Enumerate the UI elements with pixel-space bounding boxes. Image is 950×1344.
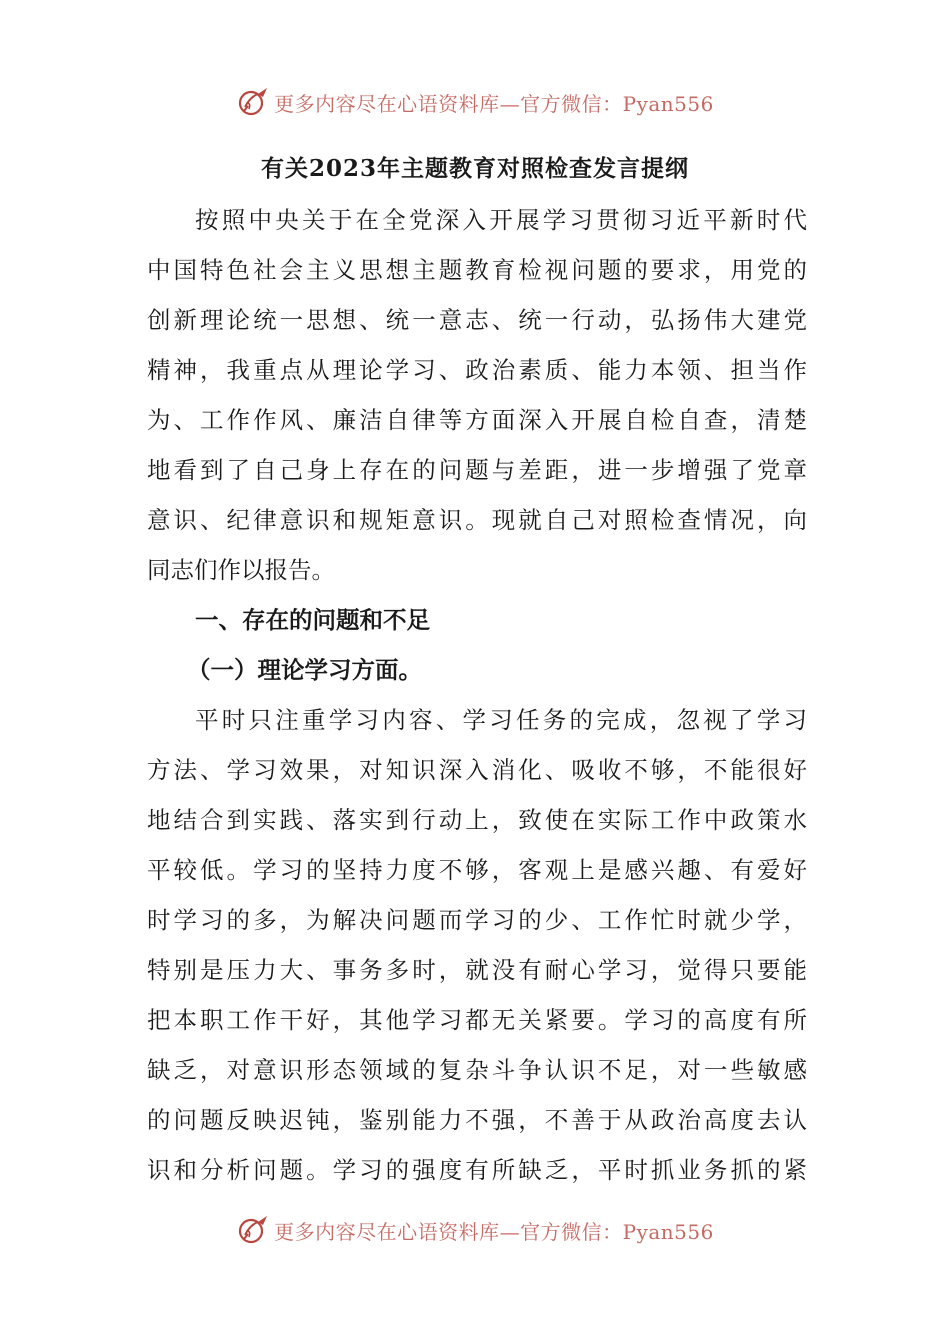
text-line: 特别是压力大、事务多时，就没有耐心学习，觉得只要能	[147, 956, 807, 984]
text-line: 中国特色社会主义思想主题教育检视问题的要求，用党的	[147, 256, 807, 284]
watermark-text: 更多内容尽在心语资料库—官方微信：Pyan556	[274, 1219, 714, 1244]
document-title: 有关2023年主题教育对照检查发言提纲	[260, 155, 689, 182]
text-line: 缺乏，对意识形态领域的复杂斗争认识不足，对一些敏感	[147, 1056, 807, 1084]
watermark-footer	[0, 1210, 950, 1250]
pen-logo-icon	[236, 1213, 270, 1247]
text-line: 时学习的多，为解决问题而学习的少、工作忙时就少学，	[147, 906, 807, 934]
text-line: 精神，我重点从理论学习、政治素质、能力本领、担当作	[147, 356, 807, 384]
text-line: 识和分析问题。学习的强度有所缺乏，平时抓业务抓的紧	[147, 1156, 807, 1184]
text-line: 为、工作作风、廉洁自律等方面深入开展自检自查，清楚	[147, 406, 807, 434]
subsection-heading: （一）理论学习方面。	[187, 656, 422, 684]
text-line: 同志们作以报告。	[147, 556, 335, 584]
text-line: 方法、学习效果，对知识深入消化、吸收不够，不能很好	[147, 756, 807, 784]
text-line: 平较低。学习的坚持力度不够，客观上是感兴趣、有爱好	[147, 856, 807, 884]
text-line: 按照中央关于在全党深入开展学习贯彻习近平新时代	[195, 206, 807, 234]
section-heading: 一、存在的问题和不足	[195, 606, 430, 634]
text-line: 把本职工作干好，其他学习都无关紧要。学习的高度有所	[147, 1006, 807, 1034]
watermark-text: 更多内容尽在心语资料库—官方微信：Pyan556	[274, 91, 714, 116]
text-line: 平时只注重学习内容、学习任务的完成，忽视了学习	[195, 706, 807, 734]
text-line: 创新理论统一思想、统一意志、统一行动，弘扬伟大建党	[147, 306, 807, 334]
pen-logo-icon	[236, 85, 270, 119]
text-line: 地看到了自己身上存在的问题与差距，进一步增强了党章	[147, 456, 807, 484]
text-line: 意识、纪律意识和规矩意识。现就自己对照检查情况，向	[147, 506, 807, 534]
text-line: 地结合到实践、落实到行动上，致使在实际工作中政策水	[147, 806, 807, 834]
watermark-header	[0, 82, 950, 122]
intro-paragraph	[147, 195, 807, 1195]
text-line: 的问题反映迟钝，鉴别能力不强，不善于从政治高度去认	[147, 1106, 807, 1134]
